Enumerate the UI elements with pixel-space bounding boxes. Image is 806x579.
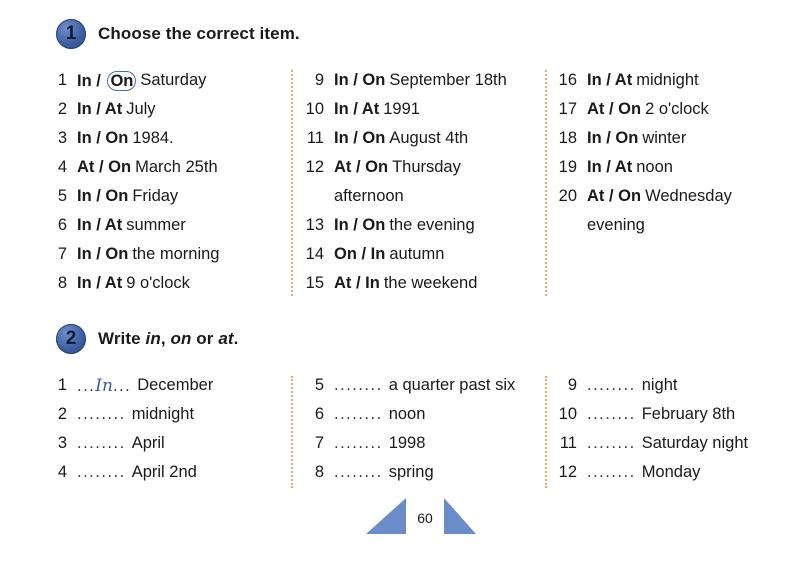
column-separator [291, 376, 293, 488]
fill-item: 3 ........ April [57, 434, 165, 452]
answer-blank[interactable]: ........ [334, 463, 383, 481]
section-2-header [56, 322, 238, 356]
page-footer [0, 498, 806, 538]
page-number: 60 [417, 510, 433, 526]
answer-blank[interactable]: ........ [334, 405, 383, 423]
exercise-item-continuation: afternoon [334, 187, 404, 205]
section-1-column-2 [304, 66, 507, 298]
answer-blank[interactable]: ........ [587, 405, 636, 423]
exercise-item-continuation: evening [587, 216, 645, 234]
fill-item: 8 ........ spring [314, 463, 434, 481]
section-2-badge: 2 [56, 324, 86, 354]
exercise-item: 17 At / On 2 o'clock [558, 100, 709, 118]
footer-right-triangle [444, 498, 476, 534]
exercise-item: 19 In / At noon [558, 158, 673, 176]
section-1-column-3 [557, 66, 732, 240]
circled-answer: On [107, 71, 136, 91]
answer-blank[interactable]: ........ [587, 434, 636, 452]
exercise-item: 7 In / On the morning [57, 245, 220, 263]
column-separator [291, 70, 293, 296]
exercise-item: 3 In / On 1984. [57, 129, 174, 147]
exercise-item: 1 In / On Saturday [57, 71, 207, 90]
section-1-column-1 [57, 66, 219, 298]
answer-blank[interactable]: ........ [77, 434, 126, 452]
answer-blank[interactable]: ........ [334, 434, 383, 452]
section-2-column-3 [557, 371, 748, 487]
footer-left-triangle [366, 498, 406, 534]
fill-item: 4 ........ April 2nd [57, 463, 197, 481]
fill-item: 12 ........ Monday [558, 463, 701, 481]
fill-item: 10 ........ February 8th [558, 405, 736, 423]
fill-item: 9 ........ night [567, 376, 678, 394]
exercise-item: 18 In / On winter [558, 129, 687, 147]
exercise-item: 5 In / On Friday [57, 187, 179, 205]
exercise-item: 9 In / On September 18th [314, 71, 507, 89]
exercise-item: 11 In / On August 4th [306, 129, 469, 147]
answer-blank[interactable]: ........ [77, 463, 126, 481]
fill-item: 6 ........ noon [314, 405, 426, 423]
answer-blank[interactable]: ........ [334, 376, 383, 394]
fill-item: 1 ...In... December [57, 375, 214, 396]
column-separator [545, 70, 547, 296]
section-1-header [56, 17, 300, 51]
answer-blank[interactable]: ........ [77, 405, 126, 423]
exercise-item: 14 On / In autumn [305, 245, 445, 263]
fill-item: 2 ........ midnight [57, 405, 195, 423]
fill-item: 5 ........ a quarter past six [314, 376, 516, 394]
answer-blank[interactable]: ...In... [77, 375, 132, 396]
fill-item: 7 ........ 1998 [314, 434, 426, 452]
exercise-item: 2 In / At July [57, 100, 156, 118]
exercise-item: 16 In / At midnight [558, 71, 699, 89]
exercise-item: 8 In / At 9 o'clock [57, 274, 190, 292]
handwritten-answer: In [95, 375, 113, 396]
answer-blank[interactable]: ........ [587, 376, 636, 394]
fill-item: 11 ........ Saturday night [559, 434, 749, 452]
column-separator [545, 376, 547, 488]
section-1-title: Choose the correct item. [98, 24, 300, 43]
exercise-item: 6 In / At summer [57, 216, 186, 234]
exercise-item: 10 In / At 1991 [305, 100, 420, 118]
section-2-column-1 [57, 371, 213, 487]
exercise-item: 13 In / On the evening [305, 216, 475, 234]
exercise-item: 15 At / In the weekend [305, 274, 478, 292]
exercise-item: 4 At / On March 25th [57, 158, 218, 176]
section-2-title: Write in, on or at. [98, 329, 239, 348]
section-2-column-2 [304, 371, 515, 487]
exercise-item: 20 At / On Wednesday [558, 187, 732, 205]
exercise-item: 12 At / On Thursday [305, 158, 461, 176]
section-1-badge: 1 [56, 19, 86, 49]
answer-blank[interactable]: ........ [587, 463, 636, 481]
